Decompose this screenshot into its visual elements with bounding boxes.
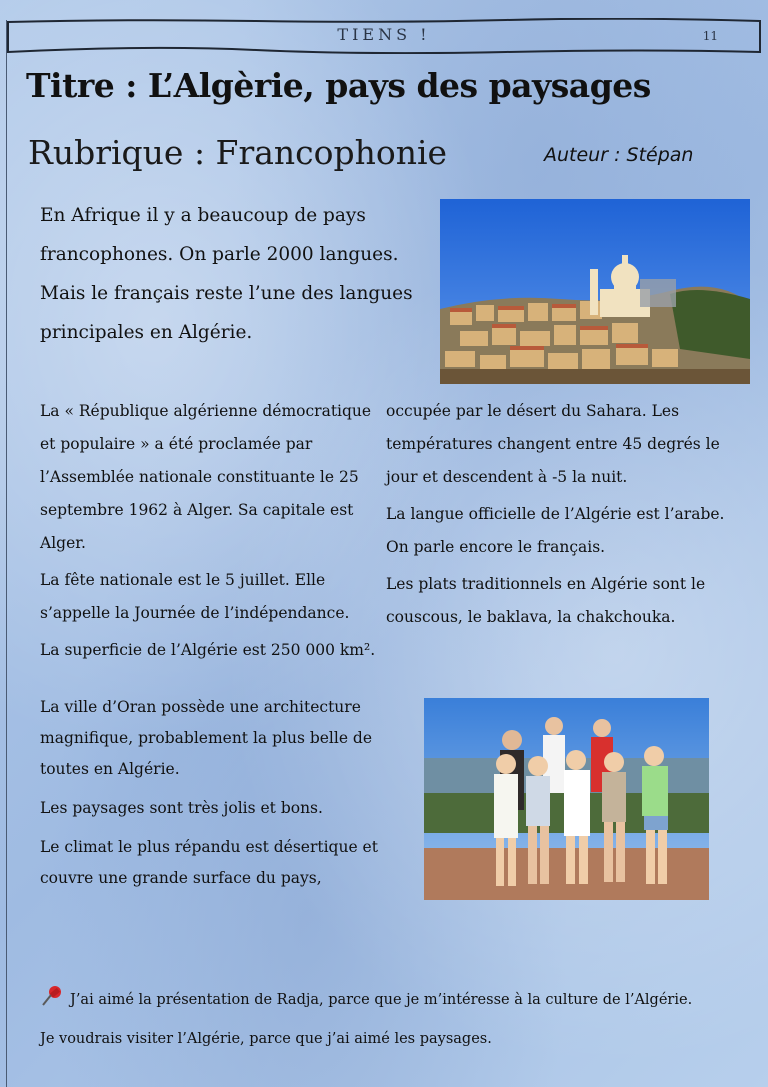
page-number: 11 (702, 29, 718, 43)
article-author: Auteur : Stépan (544, 144, 694, 166)
paragraph-area: La superficie de l’Algérie est 250 000 km². (40, 641, 376, 659)
paragraph-dishes: Les plats traditionnels en Algérie sont le couscous, le baklava, la chakchouka. (386, 575, 706, 626)
photo-algiers-basilica (440, 199, 750, 384)
photo-group-of-students (424, 698, 709, 900)
article-rubrique: Rubrique : Francophonie (28, 133, 448, 172)
page-left-border (6, 20, 7, 1087)
header-banner (6, 18, 762, 52)
left-column (40, 395, 390, 671)
footer-comments (40, 985, 740, 1067)
pushpin-icon (40, 985, 64, 1007)
paragraph-language: La langue officielle de l’Algérie est l’arabe. On parle encore le français. (386, 505, 725, 556)
magazine-title: TIENS ! (337, 25, 431, 44)
lower-left-column (40, 692, 390, 902)
paragraph-oran: La ville d’Oran possède une architecture magnifique, probablement la plus belle de toutes en Algérie. (40, 698, 373, 778)
footer-line-1 (40, 985, 740, 1011)
paragraph-landscapes: Les paysages sont très jolis et bons. (40, 799, 323, 817)
article-title: Titre : L’Algèrie, pays des paysages (26, 66, 651, 105)
right-column (386, 395, 731, 638)
footer-line-2: Je voudrais visiter l’Algérie, parce que j’ai aimé les paysages. (40, 1031, 492, 1047)
paragraph-climate: Le climat le plus répandu est désertique et couvre une grande surface du pays, (40, 838, 378, 887)
paragraph-national-day: La fête nationale est le 5 juillet. Elle s’appelle la Journée de l’indépendance. (40, 571, 350, 622)
paragraph-republic: La « République algérienne démocratique et populaire » a été proclamée par l’Assemblée nationale constituante le 25 septembre 1962 à Alger. Sa capitale est Alger. (40, 402, 372, 552)
comment-liked: J’ai aimé la présentation de Radja, parce que je m’intéresse à la culture de l’Algérie. (70, 992, 693, 1008)
paragraph-sahara: occupée par le désert du Sahara. Les températures changent entre 45 degrés le jour et descendent à -5 la nuit. (386, 402, 720, 486)
intro-paragraph: En Afrique il y a beaucoup de pays francophones. On parle 2000 langues. Mais le français reste l’une des langues principales en Algérie. (40, 205, 413, 343)
